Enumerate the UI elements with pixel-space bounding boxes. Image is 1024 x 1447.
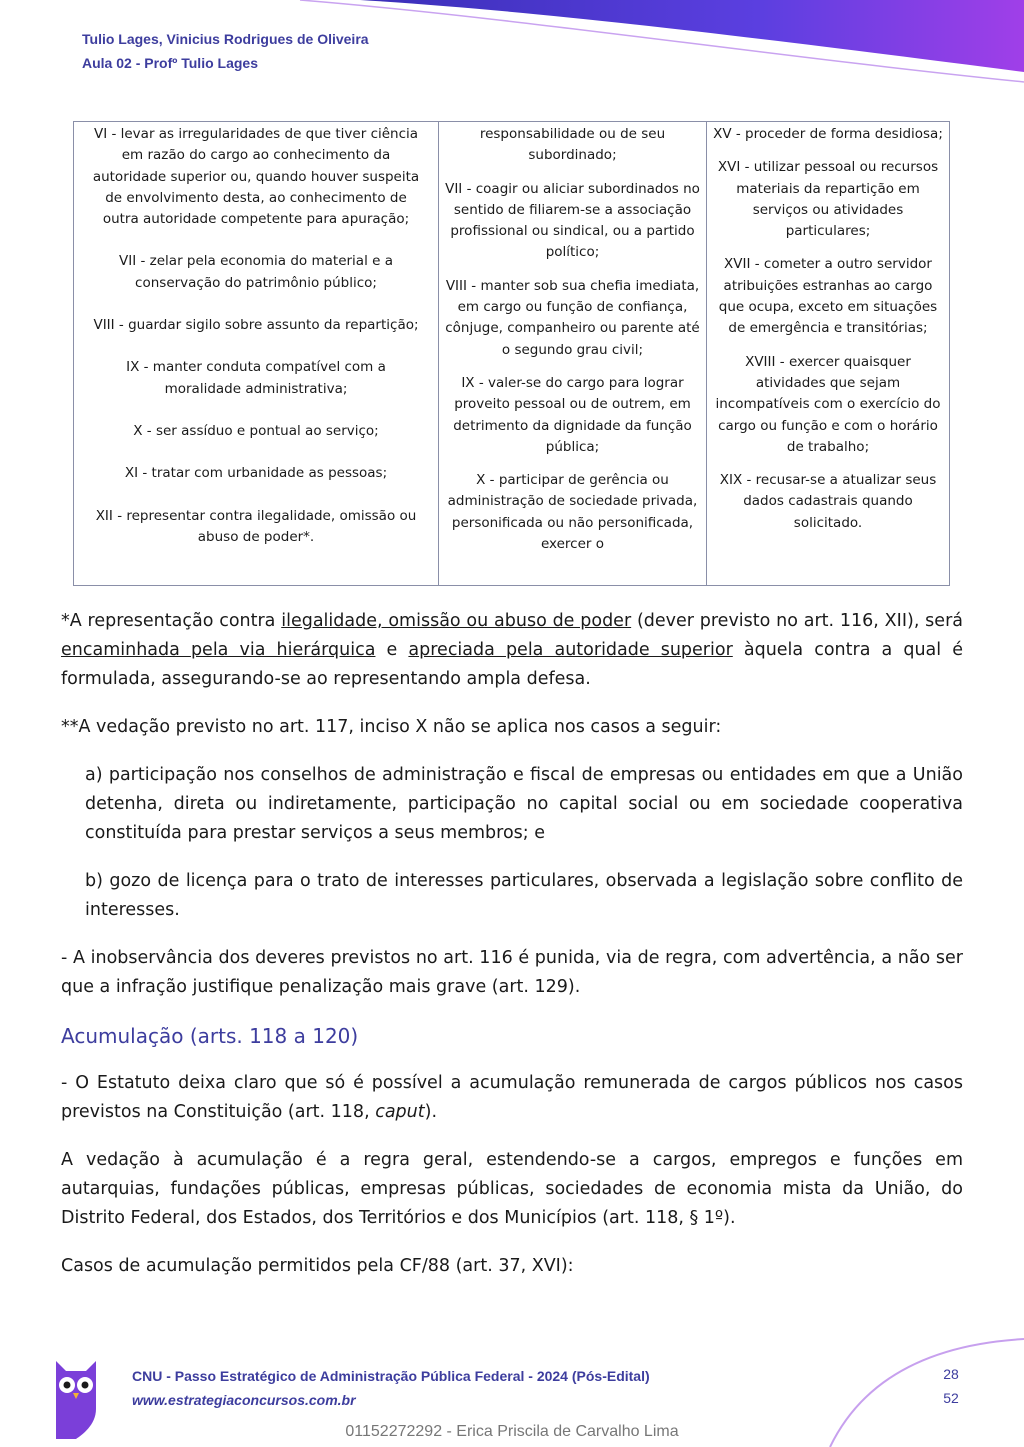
- table-cell-item: VIII - manter sob sua chefia imediata, em cargo ou função de confiança, cônjuge, companheiro ou parente até o segundo grau civil;: [445, 277, 700, 358]
- underlined-phrase: encaminhada pela via hierárquica: [61, 640, 376, 660]
- header-lesson: Aula 02 - Profº Tulio Lages: [82, 55, 258, 71]
- site-link[interactable]: www.estrategiaconcursos.com.br: [132, 1392, 356, 1408]
- table-cell-item: responsabilidade ou de seu subordinado;: [479, 126, 666, 164]
- representation-note: *A representação contra ilegalidade, omissão ou abuso de poder (dever previsto no art. 116, XII), será encaminhada pela via hierárquica e apreciada pela autoridade superior àquela contra a qual é formulada, assegurando-se ao representando ampla defesa.: [61, 611, 963, 689]
- table-cell-item: X - participar de gerência ou administração de sociedade privada, personificada ou não personificada, exercer o: [447, 472, 698, 553]
- section-heading: Acumulação (arts. 118 a 120): [61, 1024, 359, 1048]
- penalty-paragraph: - A inobservância dos deveres previstos no art. 116 é punida, via de regra, com advertência, a não ser que a infração justifique penalização mais grave (art. 129).: [61, 948, 963, 997]
- course-title: CNU - Passo Estratégico de Administração Pública Federal - 2024 (Pós-Edital): [132, 1368, 650, 1384]
- rule-paragraph: A vedação à acumulação é a regra geral, estendendo-se a cargos, empregos e funções em autarquias, fundações públicas, empresas públicas, sociedades de economia mista da União, do Distrito Federal, dos Estados, dos Territórios e dos Municípios (art. 118, § 1º).: [61, 1150, 963, 1228]
- exception-item-b: b) gozo de licença para o trato de interesses particulares, observada a legislação sobre conflito de interesses.: [85, 871, 963, 920]
- page-number: [936, 1362, 966, 1410]
- watermark-text: 01152272292 - Erica Priscila de Carvalho Lima: [345, 1423, 679, 1440]
- table-cell-item: XVIII - exercer quaisquer atividades que sejam incompatíveis com o exercício do cargo ou função e com o horário de trabalho;: [715, 353, 941, 455]
- table-cell-item: X - ser assíduo e pontual ao serviço;: [133, 422, 379, 439]
- page-footer: [132, 1364, 650, 1412]
- main-text: [61, 607, 963, 1300]
- table-cell-item: XVI - utilizar pessoal ou recursos materiais da repartição em serviços ou atividades particulares;: [717, 159, 939, 240]
- table-cell-item: XV - proceder de forma desidiosa;: [713, 126, 943, 142]
- underlined-phrase: apreciada pela autoridade superior: [408, 640, 733, 660]
- table-cell-item: VII - coagir ou aliciar subordinados no sentido de filiarem-se a associação profissional ou sindical, ou a partido político;: [445, 180, 700, 261]
- underlined-phrase: ilegalidade, omissão ou abuso de poder: [281, 611, 632, 631]
- table-column-duties: [74, 122, 439, 585]
- current-page: 28: [943, 1366, 959, 1382]
- page-header: [82, 27, 369, 75]
- allowed-cases-paragraph: Casos de acumulação permitidos pela CF/88 (art. 37, XVI):: [61, 1256, 574, 1276]
- total-pages: 52: [943, 1390, 959, 1406]
- exception-item-a: a) participação nos conselhos de administração e fiscal de empresas ou entidades em que a União detenha, direta ou indiretamente, participação no capital social ou em sociedade cooperativa constituída para prestar serviços a seus membros; e: [85, 765, 963, 843]
- duties-prohibitions-table: [73, 121, 950, 586]
- table-cell-item: XVII - cometer a outro servidor atribuições estranhas ao cargo que ocupa, exceto em situações de emergência e transitórias;: [718, 256, 938, 337]
- statute-paragraph: - O Estatuto deixa claro que só é possível a acumulação remunerada de cargos públicos nos casos previstos na Constituição (art. 118, caput).: [61, 1073, 963, 1122]
- table-cell-item: VI - levar as irregularidades de que tiver ciência em razão do cargo ao conhecimento da autoridade superior ou, quando houver suspeita de envolvimento desta, ao conhecimento de outra autoridade competente para apuração;: [92, 126, 420, 228]
- table-column-prohibitions-b: [707, 122, 949, 585]
- table-cell-item: VII - zelar pela economia do material e a conservação do patrimônio público;: [119, 253, 393, 291]
- table-column-prohibitions-a: [439, 122, 707, 585]
- table-cell-item: VIII - guardar sigilo sobre assunto da repartição;: [93, 317, 419, 334]
- table-cell-item: XII - representar contra ilegalidade, omissão ou abuso de poder*.: [95, 507, 417, 545]
- header-authors: Tulio Lages, Vinicius Rodrigues de Oliveira: [82, 31, 369, 47]
- table-cell-item: IX - manter conduta compatível com a moralidade administrativa;: [126, 359, 386, 397]
- table-cell-item: XIX - recusar-se a atualizar seus dados cadastrais quando solicitado.: [719, 472, 937, 531]
- table-cell-item: XI - tratar com urbanidade as pessoas;: [124, 465, 388, 482]
- prohibition-exception-intro: **A vedação previsto no art. 117, inciso X não se aplica nos casos a seguir:: [61, 717, 722, 737]
- table-cell-item: IX - valer-se do cargo para lograr proveito pessoal ou de outrem, em detrimento da dignidade da função pública;: [453, 374, 692, 455]
